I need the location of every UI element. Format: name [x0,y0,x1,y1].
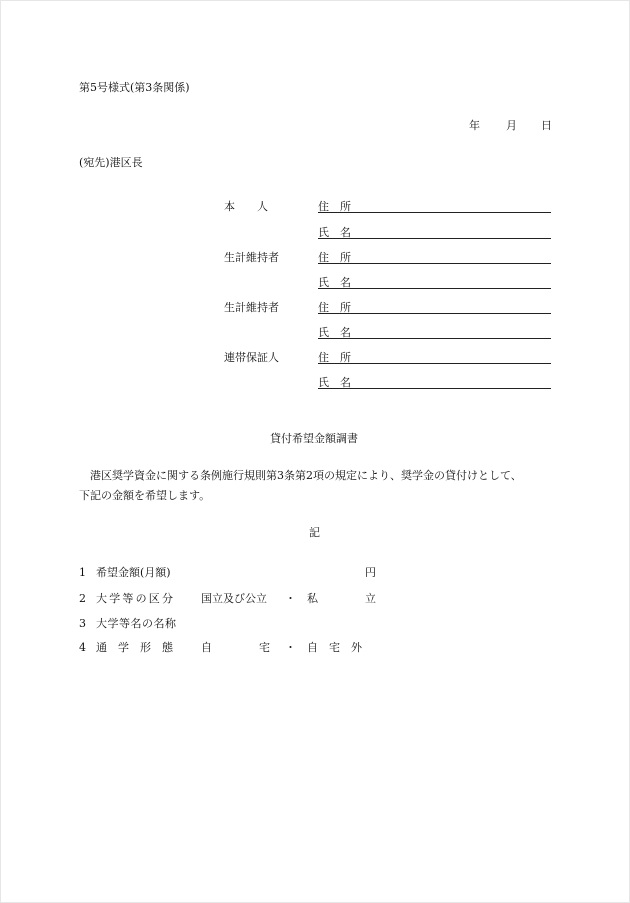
signer-supporter-2-address-line[interactable] [318,313,551,314]
signer-supporter-1-name-label: 氏 名 [318,276,351,289]
item-4-label: 通 学 形 態 [96,641,173,654]
signer-guarantor-name-label: 氏 名 [318,376,351,389]
signer-guarantor-address-line[interactable] [318,363,551,364]
signer-guarantor-name-line[interactable] [318,388,551,389]
signer-supporter-2-address-label: 住 所 [318,301,351,314]
signer-supporter-1-name-line[interactable] [318,288,551,289]
item-3-label: 大学等名の名称 [96,617,177,630]
item-4-number: 4 [79,641,86,654]
item-1-unit: 円 [365,566,376,579]
signer-self-name-label: 氏 名 [318,226,351,239]
addressee: (宛先)港区長 [79,156,143,169]
signer-role-guarantor: 連帯保証人 [224,351,279,364]
item-4-separator: ・ [285,641,296,654]
item-1-label: 希望金額(月額) [96,566,171,579]
signer-supporter-2-name-label: 氏 名 [318,326,351,339]
document-title: 貸付希望金額調書 [270,432,358,445]
signer-role-self: 本 人 [224,200,268,213]
item-1-number: 1 [79,566,86,579]
date-month: 月 [506,119,517,132]
item-3-number: 3 [79,617,86,630]
signer-supporter-1-address-line[interactable] [318,263,551,264]
ki-heading: 記 [309,526,320,539]
signer-self-address-label: 住 所 [318,200,351,213]
item-2-number: 2 [79,592,86,605]
item-2-option-public[interactable]: 国立及び公立 [201,592,267,605]
signer-supporter-1-address-label: 住 所 [318,251,351,264]
body-line-1: 港区奨学資金に関する条例施行規則第3条第2項の規定により、奨学金の貸付けとして、 [90,469,522,482]
item-4-option-home-b[interactable]: 宅 [259,641,270,654]
item-2-option-private-b[interactable]: 立 [365,592,376,605]
item-4-option-home-a[interactable]: 自 [201,641,212,654]
date-day: 日 [541,119,552,132]
item-2-separator: ・ [285,592,296,605]
signer-role-supporter-2: 生計維持者 [224,301,279,314]
item-2-option-private-a[interactable]: 私 [307,592,318,605]
signer-self-name-line[interactable] [318,238,551,239]
signer-role-supporter-1: 生計維持者 [224,251,279,264]
date-year: 年 [469,119,480,132]
body-line-2: 下記の金額を希望します。 [79,489,211,502]
signer-guarantor-address-label: 住 所 [318,351,351,364]
item-4-option-away[interactable]: 自 宅 外 [307,641,362,654]
signer-supporter-2-name-line[interactable] [318,338,551,339]
signer-self-address-line[interactable] [318,212,551,213]
form-number: 第5号様式(第3条関係) [79,81,190,94]
item-2-label: 大学等の区分 [96,592,176,605]
